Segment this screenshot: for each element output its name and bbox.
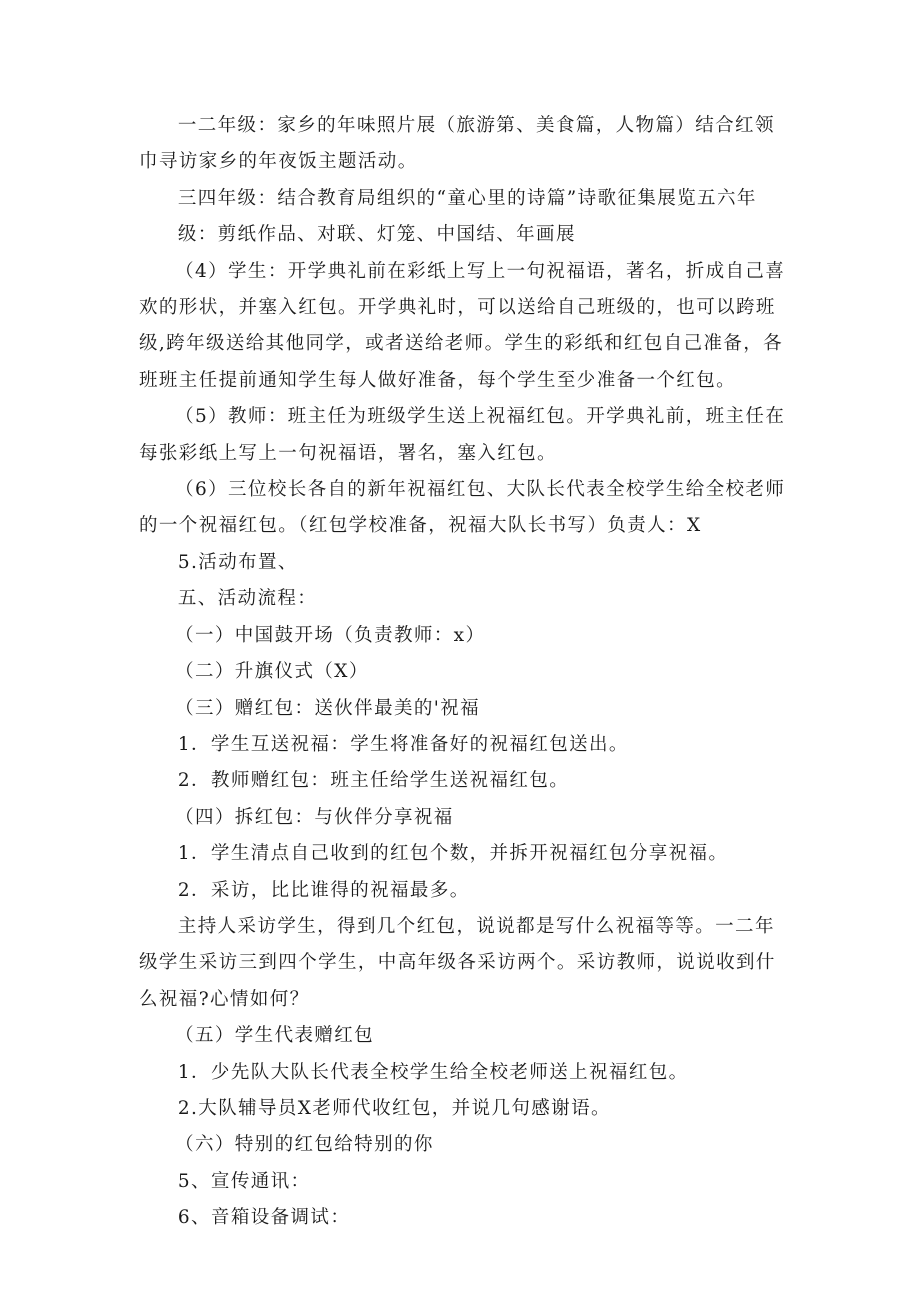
step-give-red-envelopes: （三）赠红包：送伙伴最美的'祝福 (175, 697, 481, 719)
heading-publicity: 5、宣传通讯： (177, 1170, 311, 1192)
step-special-envelope: （六）特别的红包给特别的你 (175, 1134, 434, 1156)
paragraph-grade-1-2: 一二年级：家乡的年味照片展（旅游第、美食篇，人物篇）结合红领巾寻访家乡的年夜饭主题活动。 (139, 115, 775, 173)
step-student-representatives: （五）学生代表赠红包 (175, 1025, 375, 1047)
substep-count-envelopes: 1．学生清点自己收到的红包个数，并拆开祝福红包分享祝福。 (177, 843, 729, 865)
substep-captain-gives: 1．少先队大队长代表全校学生给全校老师送上祝福红包。 (177, 1061, 689, 1083)
substep-teachers-give: 2．教师赠红包：班主任给学生送祝福红包。 (177, 770, 570, 792)
document-body (139, 108, 789, 1237)
heading-activity-layout: 5.活动布置、 (177, 551, 298, 573)
step-flag-raising: （二）升旗仪式（X） (175, 661, 369, 683)
step-open-red-envelopes: （四）拆红包：与伙伴分享祝福 (175, 806, 454, 828)
paragraph-host-interview: 主持人采访学生，得到几个红包，说说都是写什么祝福等等。一二年级学生采访三到四个学生，中高年级各采访两个。采访教师，说说收到什么祝福?心情如何？ (139, 915, 776, 1010)
paragraph-students: （4）学生：开学典礼前在彩纸上写上一句祝福语，著名，折成自己喜欢的形状，并塞入红包。开学典礼时，可以送给自己班级的，也可以跨班级,跨年级送给其他同学，或者送给老师。学生的彩纸和红包自己准备，各班班主任提前通知学生每人做好准备，每个学生至少准备一个红包。 (139, 260, 786, 391)
step-opening: （一）中国鼓开场（负责教师：x） (175, 624, 486, 646)
paragraph-principals: （6）三位校长各自的新年祝福红包、大队长代表全校学生给全校老师的一个祝福红包。（红包学校准备，祝福大队长书写）负责人：X (139, 479, 786, 537)
heading-audio-setup: 6、音箱设备调试： (177, 1207, 351, 1229)
substep-counselor-receives: 2.大队辅导员X老师代收红包，并说几句感谢语。 (177, 1097, 611, 1119)
paragraph-teachers: （5）教师：班主任为班级学生送上祝福红包。开学典礼前，班主任在每张彩纸上写上一句祝福语，署名，塞入红包。 (139, 406, 786, 464)
heading-activity-process: 五、活动流程： (177, 588, 318, 610)
paragraph-grade-5-6: 级：剪纸作品、对联、灯笼、中国结、年画展 (177, 224, 576, 246)
paragraph-grade-3-4: 三四年级：结合教育局组织的“童心里的诗篇”诗歌征集展览五六年 (177, 187, 757, 209)
substep-interview: 2．采访，比比谁得的祝福最多。 (177, 879, 470, 901)
substep-students-exchange: 1．学生互送祝福：学生将准备好的祝福红包送出。 (177, 733, 629, 755)
